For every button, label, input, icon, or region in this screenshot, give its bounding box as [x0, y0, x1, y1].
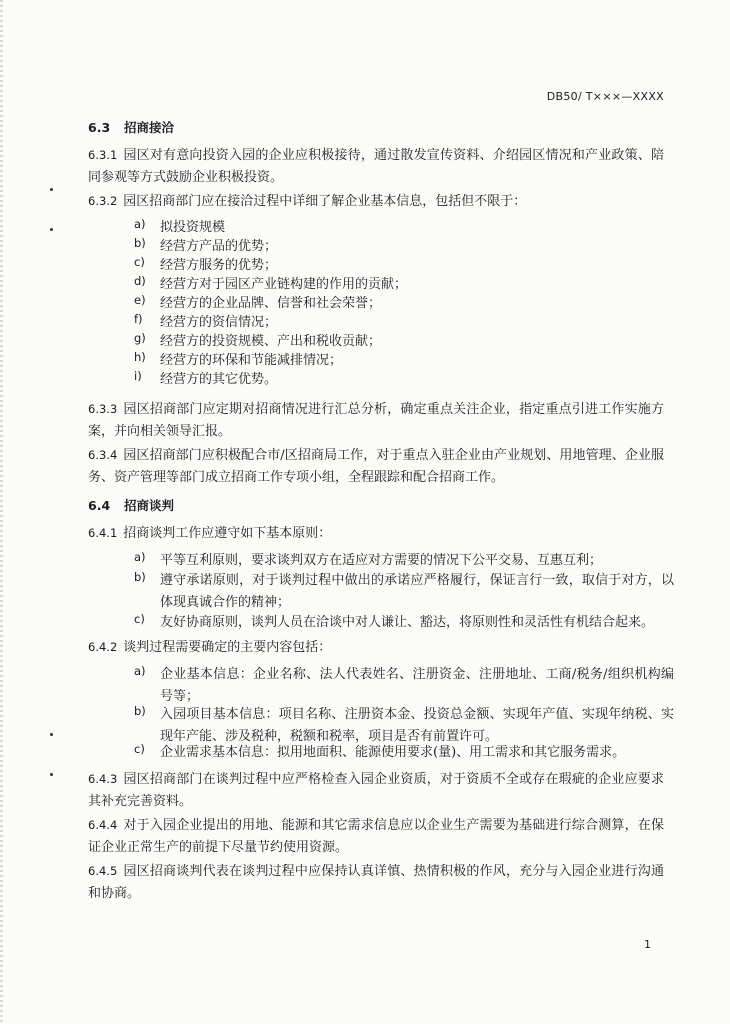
list-item: c) 友好协商原则，谈判人员在洽谈中对人谦让、豁达，将原则性和灵活性有机结合起来。: [134, 612, 655, 630]
clause-number: 6.4.1: [88, 526, 118, 540]
clause-text: 园区对有意向投资入园的企业应积极接待，通过散发宣传资料、介绍园区情况和产业政策、陪同参观等方式鼓励企业积极投资。: [88, 148, 664, 185]
clause-6-3-2: [88, 190, 664, 213]
section-number: 6.4: [88, 498, 111, 513]
content-list: [134, 664, 674, 760]
list-item: e) 经营方的企业品牌、信誉和社会荣誉；: [134, 293, 382, 311]
clause-number: 6.4.4: [88, 818, 118, 832]
clause-text: 园区招商部门在谈判过程中应严格检查入园企业资质，对于资质不全或存在瑕疵的企业应要求其补充完善资料。: [88, 772, 664, 809]
list-item: g) 经营方的投资规模、产出和税收贡献；: [134, 331, 382, 349]
clause-text: 招商谈判工作应遵守如下基本原则：: [123, 526, 332, 541]
clause-text: 园区招商部门应积极配合市/区招商局工作，对于重点入驻企业由产业规划、用地管理、企业服务、资产管理等部门成立招商工作专项小组，全程跟踪和配合招商工作。: [88, 448, 664, 485]
clause-text: 园区招商部门应定期对招商情况进行汇总分析，确定重点关注企业，指定重点引进工作实施方案，并向相关领导汇报。: [88, 402, 664, 439]
margin-mark: [50, 188, 53, 191]
list-item: i) 经营方的其它优势。: [134, 369, 278, 387]
clause-number: 6.4.3: [88, 772, 118, 786]
clause-6-4-5: [88, 860, 664, 905]
list-item: a) 平等互利原则，要求谈判双方在适应对方需要的情况下公平交易、互惠互利；: [134, 550, 603, 568]
list-item: a) 企业基本信息：企业名称、法人代表姓名、注册资金、注册地址、工商/税务/组织机构编号等；: [134, 664, 674, 704]
clause-number: 6.4.2: [88, 640, 118, 654]
section-number: 6.3: [88, 120, 111, 135]
clause-6-4-3: [88, 768, 664, 813]
list-item: d) 经营方对于园区产业链构建的作用的贡献；: [134, 274, 408, 292]
clause-6-4-2: [88, 636, 664, 659]
list-item: b) 经营方产品的优势；: [134, 236, 278, 254]
clause-6-3-3: [88, 398, 664, 443]
info-list: [134, 217, 674, 417]
scan-edge: [0, 0, 3, 1024]
clause-number: 6.3.2: [88, 194, 118, 208]
section-title: 招商接洽: [124, 120, 175, 135]
margin-mark: [50, 733, 53, 736]
clause-number: 6.4.5: [88, 864, 118, 878]
page-number: 1: [644, 938, 651, 951]
section-title: 招商谈判: [124, 498, 175, 513]
clause-6-3-1: [88, 144, 664, 189]
section-heading-6-4: [88, 496, 664, 514]
clause-text: 园区招商谈判代表在谈判过程中应保持认真详慎、热情积极的作风，充分与入园企业进行沟通和协商。: [88, 864, 664, 901]
clause-text: 对于入园企业提出的用地、能源和其它需求信息应以企业生产需要为基础进行综合测算，在保证企业正常生产的前提下尽量节约使用资源。: [88, 818, 664, 855]
clause-6-3-4: [88, 444, 664, 489]
list-item: a) 拟投资规模: [134, 217, 226, 235]
list-item: b) 遵守承诺原则，对于谈判过程中做出的承诺应严格履行，保证言行一致，取信于对方，以体现真诚合作的精神；: [134, 570, 674, 610]
clause-number: 6.3.1: [88, 148, 118, 162]
clause-text: 谈判过程需要确定的主要内容包括：: [123, 640, 332, 655]
list-item: h) 经营方的环保和节能减排情况；: [134, 350, 343, 368]
clause-number: 6.3.4: [88, 448, 118, 462]
list-item: c) 经营方服务的优势；: [134, 255, 278, 273]
list-item: b) 入园项目基本信息：项目名称、注册资本金、投资总金额、实现年产值、实现年纳税、实现年产能、涉及税种，税额和税率，项目是否有前置许可。: [134, 704, 674, 744]
list-item: c) 企业需求基本信息：拟用地面积、能源使用要求(量)、用工需求和其它服务需求。: [134, 742, 626, 760]
list-item: f) 经营方的资信情况；: [134, 312, 278, 330]
clause-text: 园区招商部门应在接洽过程中详细了解企业基本信息，包括但不限于：: [123, 194, 527, 209]
clause-6-4-4: [88, 814, 664, 859]
clause-6-4-1: [88, 522, 664, 545]
principle-list: [134, 550, 674, 630]
clause-number: 6.3.3: [88, 402, 118, 416]
section-heading-6-3: [88, 118, 664, 136]
margin-mark: [50, 228, 53, 231]
document-number: DB50/ T×××—XXXX: [546, 90, 664, 103]
margin-mark: [50, 773, 53, 776]
